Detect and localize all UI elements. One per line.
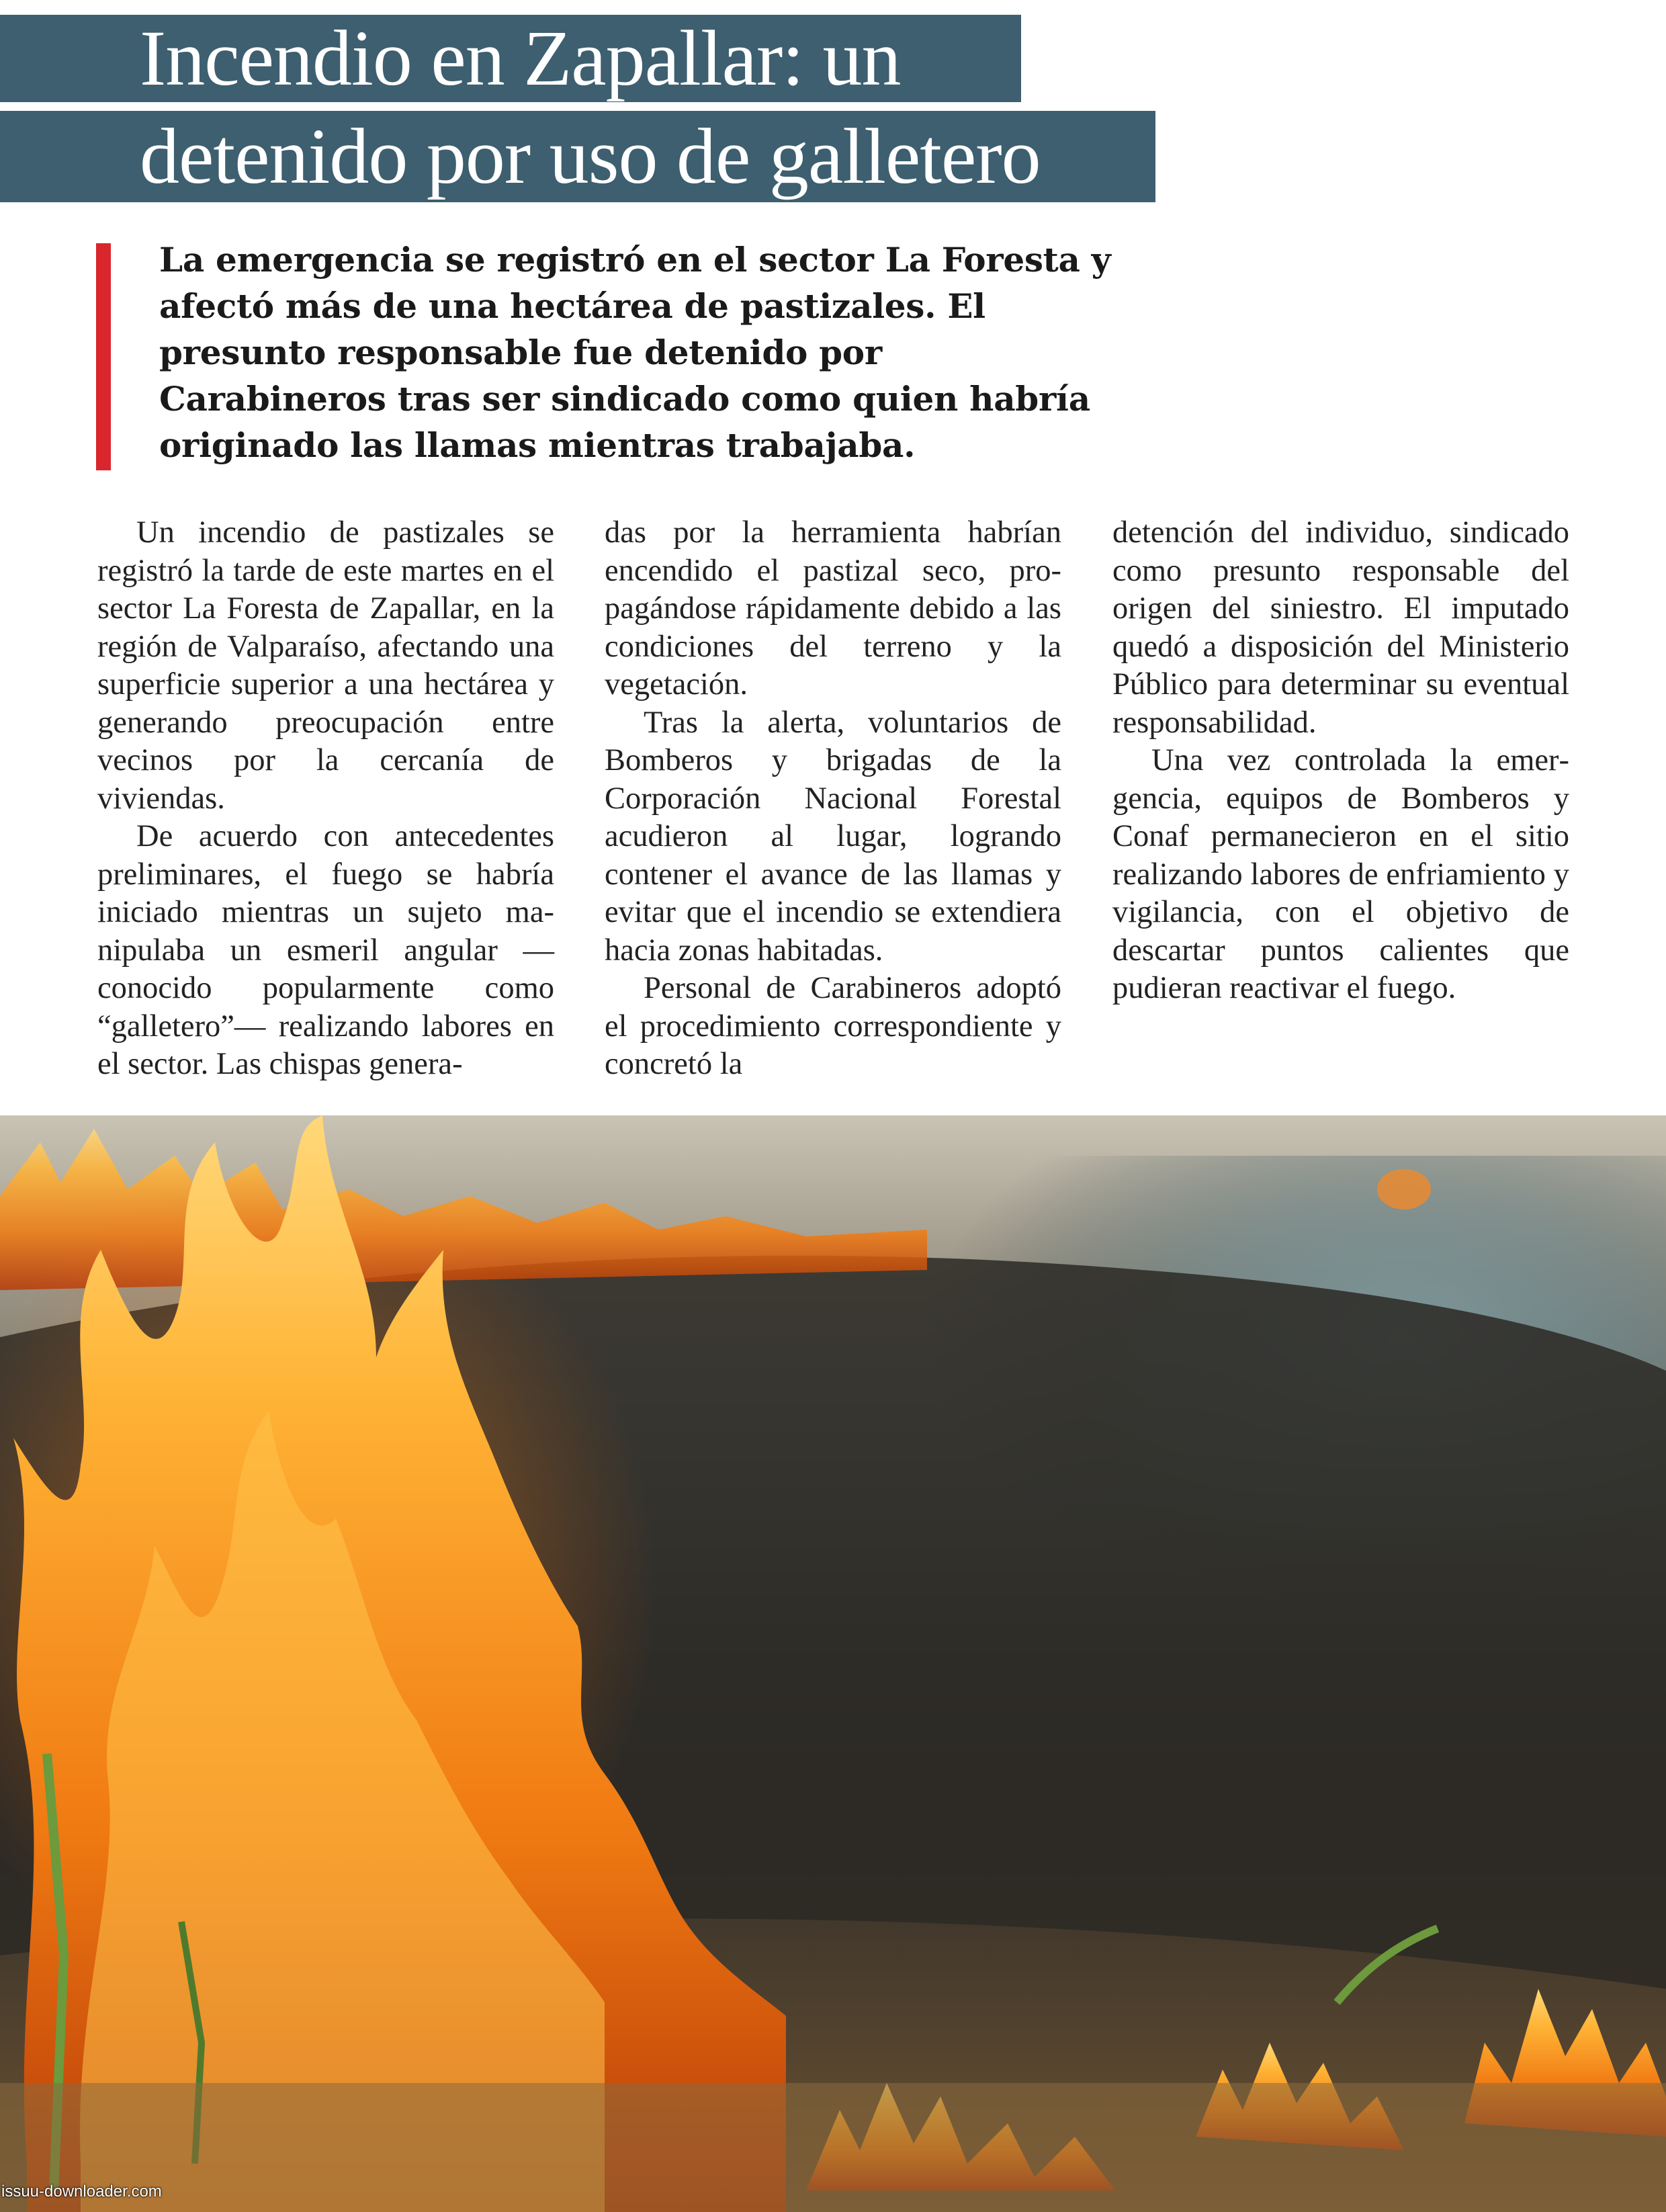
watermark-text: issuu-downloader.com — [1, 2182, 162, 2201]
body-paragraph: detención del individuo, sindicado como presunto responsable del origen del siniestro. El imputado quedó a disposición del Ministerio Público para determinar su eventual responsabilidad. — [1112, 515, 1569, 740]
lead-accent-bar — [96, 243, 111, 470]
body-paragraph: Tras la alerta, voluntarios de Bomberos y brigadas de la Corporación Nacional Forestal acudieron al lugar, logrando contener el avance de las llamas y evitar que el incendio se extendiera hacia zonas habitadas. — [605, 705, 1061, 968]
body-paragraph: Un incendio de pastizales se registró la tarde de este martes en el sector La Foresta de Zapallar, en la región de Valparaíso, afectando una superficie superior a una hectárea y generando preocupación entre vecinos por la cercanía de viviendas. — [97, 515, 554, 816]
body-paragraph: De acuerdo con antecedentes preliminares, el fuego se habría iniciado mientras un sujeto manipulaba un esmeril angular —conocido popularmente como “galletero”— realizando labores en el sector. Las chispas genera- — [97, 819, 554, 1081]
headline-text-1: Incendio en Zapallar: un — [140, 14, 901, 102]
body-column-3 — [1112, 514, 1569, 1008]
headline-text-2: detenido por uso de galletero — [140, 112, 1041, 200]
headline-line-1 — [0, 15, 1021, 102]
body-paragraph: das por la herramienta habrían encendido el pastizal seco, propagándose rápidamente debido a las condiciones del terreno y la vegetación. — [605, 515, 1061, 701]
lead-paragraph: La emergencia se registró en el sector La Foresta y afectó más de una hectárea de pastizales. El presunto responsable fue detenido por Carabineros tras ser sindicado como quien habría originado las llamas mientras trabajaba. — [159, 240, 1111, 465]
body-column-1 — [97, 514, 554, 1084]
body-paragraph: Una vez controlada la emergencia, equipos de Bomberos y Conaf permanecieron en el sitio realizando labores de enfriamiento y vigilancia, con el objetivo de descartar puntos calientes que pudieran reactivar el fuego. — [1112, 743, 1569, 1005]
headline-line-2 — [0, 111, 1155, 202]
grass-fire-photo — [0, 1115, 1666, 2212]
body-column-2 — [605, 514, 1061, 1084]
body-paragraph: Personal de Carabineros adoptó el procedimiento correspondiente y concretó la — [605, 971, 1061, 1081]
